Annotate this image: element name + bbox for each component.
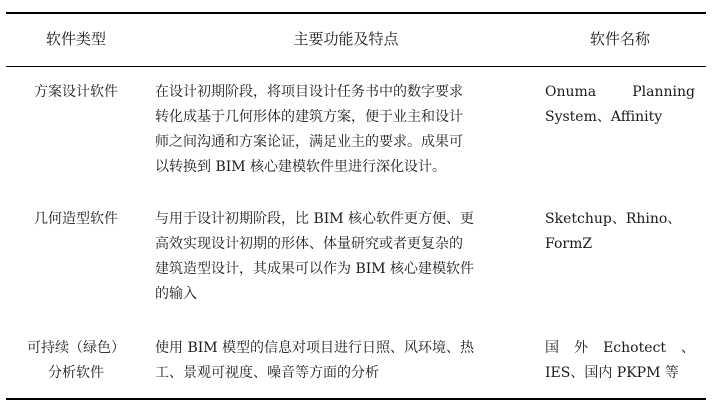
software-word: Echotect xyxy=(603,340,666,356)
row1-feature-line: 转化成基于几何形体的建筑方案，便于业主和设计 xyxy=(155,109,463,125)
software-word: 、 xyxy=(680,340,695,356)
row1-features xyxy=(155,80,537,180)
header-main-features: 主要功能及特点 xyxy=(293,30,399,48)
software-word: Planning xyxy=(632,84,695,100)
table-top-rule xyxy=(6,12,706,14)
row2-type-line: 几何造型软件 xyxy=(34,211,118,227)
table-header-rule xyxy=(6,66,706,67)
header-software-name: 软件名称 xyxy=(589,30,650,48)
row2-features xyxy=(155,207,537,307)
software-word: Onuma xyxy=(545,84,597,100)
row3-type xyxy=(8,336,144,386)
row3-feature-line: 使用 BIM 模型的信息对项目进行日照、风环境、热 xyxy=(155,340,475,356)
row3-software-line: IES、国内 PKPM 等 xyxy=(545,365,679,381)
row2-feature-line: 高效实现设计初期的形体、体量研究或者更复杂的 xyxy=(155,236,463,252)
table-bottom-rule xyxy=(6,398,706,400)
software-word: 国 xyxy=(545,340,559,356)
software-word: 外 xyxy=(574,340,589,356)
row1-type xyxy=(8,80,144,105)
row2-software-line: Sketchup、Rhino、 xyxy=(545,211,682,227)
row3-features xyxy=(155,336,537,386)
row2-feature-line: 建筑造型设计，其成果可以作为 BIM 核心建模软件 xyxy=(155,261,475,277)
row2-software xyxy=(545,207,695,257)
header-software-type: 软件类型 xyxy=(45,30,106,48)
row3-software xyxy=(545,336,695,386)
row2-software-line: FormZ xyxy=(545,236,593,252)
row3-type-line: 可持续（绿色） xyxy=(27,340,125,356)
row1-software xyxy=(545,80,695,130)
row1-feature-line: 在设计初期阶段，将项目设计任务书中的数字要求 xyxy=(155,84,463,100)
row2-type xyxy=(8,207,144,232)
row3-type-line: 分析软件 xyxy=(48,365,104,381)
row1-feature-line: 以转换到 BIM 核心建模软件里进行深化设计。 xyxy=(155,159,447,175)
row3-software-line xyxy=(545,336,695,361)
row3-feature-line: 工、景观可视度、噪音等方面的分析 xyxy=(155,365,379,381)
row1-software-line xyxy=(545,80,695,105)
row2-feature-line: 与用于设计初期阶段，比 BIM 核心软件更方便、更 xyxy=(155,211,475,227)
row2-feature-line: 的输入 xyxy=(155,286,197,302)
row1-feature-line: 师之间沟通和方案论证，满足业主的要求。成果可 xyxy=(155,134,463,150)
row1-software-line: System、Affinity xyxy=(545,109,663,125)
row1-type-line: 方案设计软件 xyxy=(34,84,118,100)
